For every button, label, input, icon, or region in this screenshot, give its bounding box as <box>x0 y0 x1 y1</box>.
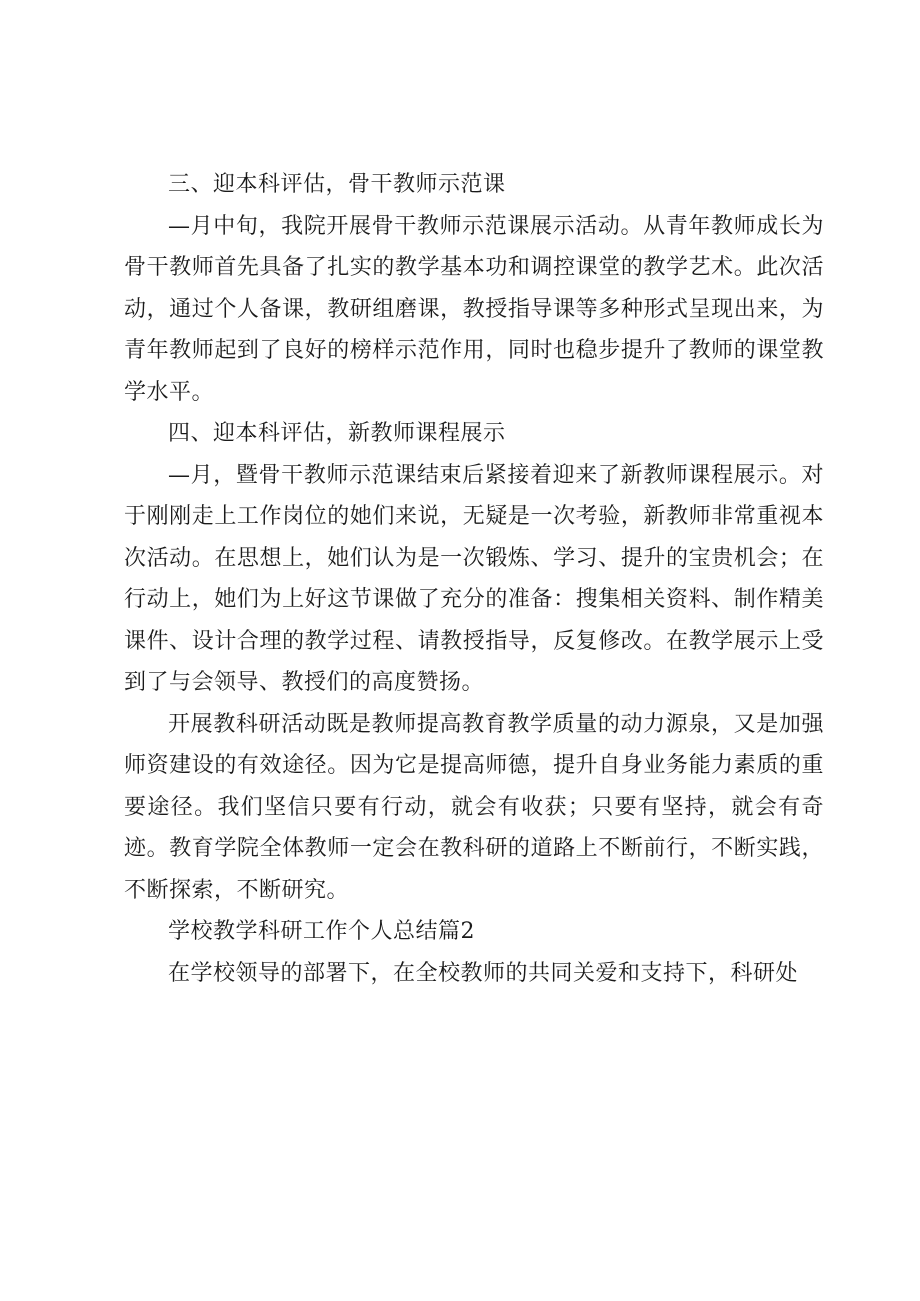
section-3-heading: 三、迎本科评估，骨干教师示范课 <box>168 172 506 197</box>
next-article-title: 学校教学科研工作个人总结篇2 <box>168 919 475 944</box>
section-3-paragraph: —月中旬，我院开展骨干教师示范课展示活动。从青年教师成长为骨干教师首先具备了扎实的教学基本功和调控课堂的教学艺术。此次活动，通过个人备课，教研组磨课，教授指导课等多种形式呈现出来，为青年教师起到了良好的榜样示范作用，同时也稳步提升了教师的课堂教学水平。 <box>124 213 824 405</box>
section-4-heading: 四、迎本科评估，新教师课程展示 <box>168 421 506 446</box>
section-4-paragraph: —月，暨骨干教师示范课结束后紧接着迎来了新教师课程展示。对于刚刚走上工作岗位的她们来说，无疑是一次考验，新教师非常重视本次活动。在思想上，她们认为是一次锻炼、学习、提升的宝贵机会；在行动上，她们为上好这节课做了充分的准备：搜集相关资料、制作精美课件、设计合理的教学过程、请教授指导，反复修改。在教学展示上受到了与会领导、教授们的高度赞扬。 <box>124 462 824 695</box>
conclusion-paragraph: 开展教科研活动既是教师提高教育教学质量的动力源泉，又是加强师资建设的有效途径。因为它是提高师德，提升自身业务能力素质的重要途径。我们坚信只要有行动，就会有收获；只要有坚持，就会有奇迹。教育学院全体教师一定会在教科研的道路上不断前行，不断实践，不断探索，不断研究。 <box>124 711 824 903</box>
next-article-paragraph: 在学校领导的部署下，在全校教师的共同关爱和支持下，科研处 <box>168 960 799 986</box>
document-body <box>124 164 824 994</box>
